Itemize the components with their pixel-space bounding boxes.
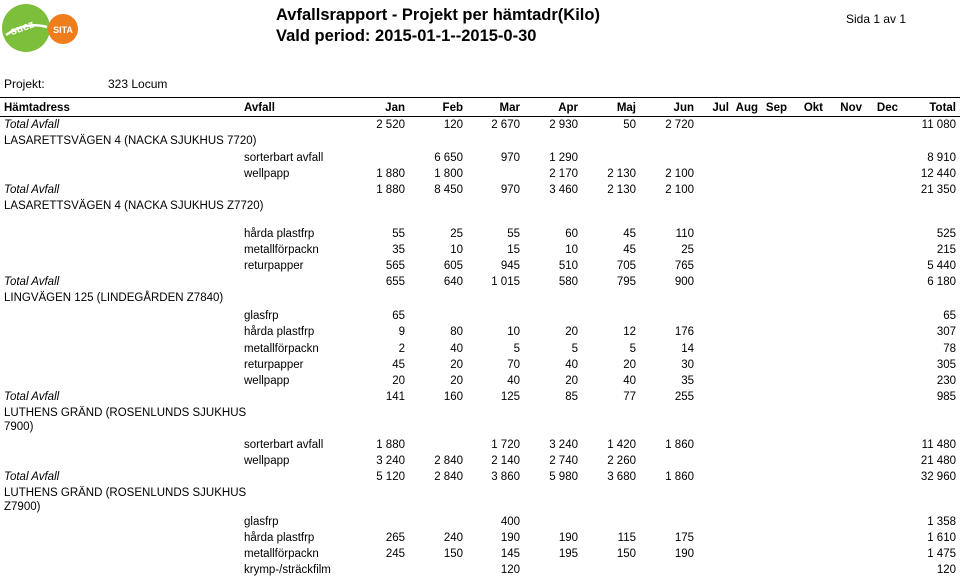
- suez-logo-text: suez: [8, 18, 36, 39]
- month-value-cell: 35: [681, 375, 694, 387]
- month-value-cell: 20: [565, 375, 578, 387]
- month-value-cell: 640: [443, 276, 463, 288]
- avfall-cell: metallförpackn: [244, 343, 319, 355]
- month-value-cell: 6 650: [434, 152, 463, 164]
- col-sep-header: Sep: [765, 102, 787, 114]
- month-value-cell: 1 860: [665, 439, 694, 451]
- sita-logo-text: SITA: [53, 25, 73, 35]
- month-value-cell: 5 120: [376, 471, 405, 483]
- month-value-cell: 580: [558, 276, 578, 288]
- col-hamtadress-header: Hämtadress: [4, 102, 70, 114]
- month-value-cell: 2 930: [549, 119, 578, 131]
- month-value-cell: 30: [681, 359, 694, 371]
- month-value-cell: 145: [500, 548, 520, 560]
- month-value-cell: 190: [558, 532, 578, 544]
- avfall-cell: hårda plastfrp: [244, 326, 315, 338]
- col-apr-header: Apr: [558, 102, 578, 114]
- month-value-cell: 2 130: [607, 168, 636, 180]
- month-value-cell: 25: [450, 228, 463, 240]
- month-value-cell: 85: [565, 391, 578, 403]
- month-value-cell: 240: [443, 532, 463, 544]
- month-value-cell: 2 840: [434, 471, 463, 483]
- month-value-cell: 20: [565, 326, 578, 338]
- row-total-cell: 307: [936, 326, 956, 338]
- month-value-cell: 1 720: [491, 439, 520, 451]
- month-value-cell: 2 100: [665, 168, 694, 180]
- row-total-cell: 1 475: [927, 548, 956, 560]
- month-value-cell: 510: [558, 260, 578, 272]
- month-value-cell: 795: [616, 276, 636, 288]
- row-total-cell: 21 350: [920, 184, 956, 196]
- month-value-cell: 2 740: [549, 455, 578, 467]
- address-label-continued: Z7900): [4, 501, 41, 513]
- avfall-cell: returpapper: [244, 359, 304, 371]
- month-value-cell: 14: [681, 343, 694, 355]
- month-value-cell: 55: [392, 228, 405, 240]
- report-title: [276, 5, 600, 47]
- avfall-cell: metallförpackn: [244, 548, 319, 560]
- col-maj-header: Maj: [616, 102, 636, 114]
- avfall-cell: wellpapp: [244, 375, 290, 387]
- month-value-cell: 160: [443, 391, 463, 403]
- row-total-cell: 525: [936, 228, 956, 240]
- month-value-cell: 5: [571, 343, 578, 355]
- month-value-cell: 120: [443, 119, 463, 131]
- month-value-cell: 110: [675, 228, 694, 240]
- row-total-cell: 78: [943, 343, 956, 355]
- month-value-cell: 20: [623, 359, 636, 371]
- month-value-cell: 65: [392, 310, 405, 322]
- month-value-cell: 35: [392, 244, 405, 256]
- col-feb-header: Feb: [442, 102, 463, 114]
- month-value-cell: 60: [565, 228, 578, 240]
- row-total-cell: 21 480: [920, 455, 956, 467]
- month-value-cell: 2 100: [665, 184, 694, 196]
- month-value-cell: 50: [623, 119, 636, 131]
- row-total-cell: 11 080: [921, 119, 956, 131]
- address-label-continued: 7900): [4, 421, 34, 433]
- total-label: Total Avfall: [4, 471, 60, 483]
- row-total-cell: 1 610: [927, 532, 956, 544]
- address-label: LUTHENS GRÄND (ROSENLUNDS SJUKHUS: [4, 487, 247, 499]
- month-value-cell: 2: [398, 343, 405, 355]
- month-value-cell: 3 240: [549, 439, 578, 451]
- total-label: Total Avfall: [4, 184, 60, 196]
- row-total-cell: 6 180: [927, 276, 956, 288]
- month-value-cell: 605: [443, 260, 463, 272]
- month-value-cell: 70: [507, 359, 520, 371]
- month-value-cell: 141: [385, 391, 405, 403]
- month-value-cell: 3 460: [549, 184, 578, 196]
- address-label: LASARETTSVÄGEN 4 (NACKA SJUKHUS 7720): [4, 135, 257, 147]
- month-value-cell: 20: [450, 359, 463, 371]
- avfall-cell: sorterbart avfall: [244, 152, 324, 164]
- company-logo: [1, 3, 79, 53]
- month-value-cell: 945: [500, 260, 520, 272]
- month-value-cell: 176: [674, 326, 694, 338]
- row-total-cell: 305: [936, 359, 956, 371]
- month-value-cell: 20: [392, 375, 405, 387]
- month-value-cell: 2 520: [376, 119, 405, 131]
- month-value-cell: 9: [398, 326, 405, 338]
- report-period: Vald period: 2015-01-1--2015-0-30: [276, 27, 537, 45]
- total-label: Total Avfall: [4, 119, 60, 131]
- month-value-cell: 2 130: [607, 184, 636, 196]
- col-dec-header: Dec: [876, 102, 898, 114]
- avfall-cell: glasfrp: [244, 516, 279, 528]
- month-value-cell: 5: [513, 343, 520, 355]
- month-value-cell: 15: [507, 244, 520, 256]
- avfall-cell: krymp-/sträckfilm: [244, 564, 331, 576]
- month-value-cell: 150: [443, 548, 463, 560]
- row-total-cell: 11 480: [921, 439, 956, 451]
- row-total-cell: 65: [943, 310, 956, 322]
- avfall-cell: wellpapp: [244, 455, 290, 467]
- month-value-cell: 2 670: [491, 119, 520, 131]
- month-value-cell: 765: [674, 260, 694, 272]
- month-value-cell: 1 860: [665, 471, 694, 483]
- avfall-cell: sorterbart avfall: [244, 439, 324, 451]
- col-jun-header: Jun: [673, 102, 694, 114]
- col-jan-header: Jan: [385, 102, 405, 114]
- month-value-cell: 10: [507, 326, 520, 338]
- project-value: 323 Locum: [108, 77, 168, 91]
- month-value-cell: 45: [623, 244, 636, 256]
- month-value-cell: 80: [450, 326, 463, 338]
- total-label: Total Avfall: [4, 276, 60, 288]
- month-value-cell: 970: [500, 184, 520, 196]
- col-aug-header: Aug: [735, 102, 758, 114]
- avfall-cell: wellpapp: [244, 168, 290, 180]
- month-value-cell: 45: [623, 228, 636, 240]
- month-value-cell: 2 840: [434, 455, 463, 467]
- month-value-cell: 5 980: [549, 471, 578, 483]
- month-value-cell: 655: [385, 276, 405, 288]
- month-value-cell: 400: [500, 516, 520, 528]
- month-value-cell: 125: [500, 391, 520, 403]
- month-value-cell: 40: [565, 359, 578, 371]
- address-label: LINGVÄGEN 125 (LINDEGÅRDEN Z7840): [4, 292, 224, 304]
- month-value-cell: 1 290: [549, 152, 578, 164]
- month-value-cell: 55: [507, 228, 520, 240]
- month-value-cell: 40: [507, 375, 520, 387]
- row-total-cell: 8 910: [927, 152, 956, 164]
- address-label: LASARETTSVÄGEN 4 (NACKA SJUKHUS Z7720): [4, 200, 264, 212]
- avfall-cell: hårda plastfrp: [244, 228, 315, 240]
- month-value-cell: 175: [674, 532, 694, 544]
- month-value-cell: 265: [385, 532, 405, 544]
- month-value-cell: 3 680: [607, 471, 636, 483]
- month-value-cell: 2 140: [491, 455, 520, 467]
- month-value-cell: 1 015: [491, 276, 520, 288]
- col-nov-header: Nov: [840, 102, 862, 114]
- avfall-cell: glasfrp: [244, 310, 279, 322]
- month-value-cell: 8 450: [434, 184, 463, 196]
- col-jul-header: Jul: [712, 102, 729, 114]
- month-value-cell: 25: [681, 244, 694, 256]
- row-total-cell: 32 960: [920, 471, 956, 483]
- page-info: Sida 1 av 1: [846, 12, 907, 26]
- col-total-header: Total: [929, 102, 956, 114]
- month-value-cell: 10: [450, 244, 463, 256]
- row-total-cell: 230: [936, 375, 956, 387]
- month-value-cell: 10: [565, 244, 578, 256]
- month-value-cell: 1 420: [607, 439, 636, 451]
- month-value-cell: 40: [623, 375, 636, 387]
- month-value-cell: 245: [385, 548, 405, 560]
- month-value-cell: 255: [674, 391, 694, 403]
- col-avfall-header: Avfall: [244, 102, 275, 114]
- month-value-cell: 1 800: [434, 168, 463, 180]
- total-label: Total Avfall: [4, 391, 60, 403]
- avfall-cell: hårda plastfrp: [244, 532, 315, 544]
- month-value-cell: 3 860: [491, 471, 520, 483]
- month-value-cell: 150: [616, 548, 636, 560]
- row-total-cell: 1 358: [927, 516, 956, 528]
- month-value-cell: 5: [629, 343, 636, 355]
- month-value-cell: 3 240: [376, 455, 405, 467]
- month-value-cell: 190: [674, 548, 694, 560]
- month-value-cell: 120: [500, 564, 520, 576]
- month-value-cell: 40: [450, 343, 463, 355]
- row-total-cell: 985: [936, 391, 956, 403]
- month-value-cell: 190: [500, 532, 520, 544]
- avfall-cell: metallförpackn: [244, 244, 319, 256]
- header-rule-top: [0, 97, 960, 98]
- month-value-cell: 1 880: [376, 168, 405, 180]
- address-label: LUTHENS GRÄND (ROSENLUNDS SJUKHUS: [4, 407, 247, 419]
- month-value-cell: 195: [558, 548, 578, 560]
- project-label: Projekt:: [4, 77, 45, 91]
- month-value-cell: 2 170: [549, 168, 578, 180]
- row-total-cell: 120: [936, 564, 956, 576]
- month-value-cell: 77: [623, 391, 636, 403]
- month-value-cell: 2 260: [607, 455, 636, 467]
- month-value-cell: 970: [500, 152, 520, 164]
- col-mar-header: Mar: [499, 102, 520, 114]
- col-okt-header: Okt: [803, 102, 823, 114]
- row-total-cell: 215: [936, 244, 956, 256]
- month-value-cell: 115: [617, 532, 636, 544]
- month-value-cell: 705: [616, 260, 636, 272]
- row-total-cell: 12 440: [920, 168, 956, 180]
- header-rule-bottom: [0, 116, 960, 117]
- row-total-cell: 5 440: [927, 260, 956, 272]
- avfall-cell: returpapper: [244, 260, 304, 272]
- month-value-cell: 1 880: [376, 439, 405, 451]
- month-value-cell: 2 720: [665, 119, 694, 131]
- month-value-cell: 45: [392, 359, 405, 371]
- month-value-cell: 900: [674, 276, 694, 288]
- month-value-cell: 1 880: [376, 184, 405, 196]
- month-value-cell: 12: [623, 326, 636, 338]
- report-title-line1: Avfallsrapport - Projekt per hämtadr(Kilo): [276, 6, 600, 24]
- month-value-cell: 565: [385, 260, 405, 272]
- month-value-cell: 20: [450, 375, 463, 387]
